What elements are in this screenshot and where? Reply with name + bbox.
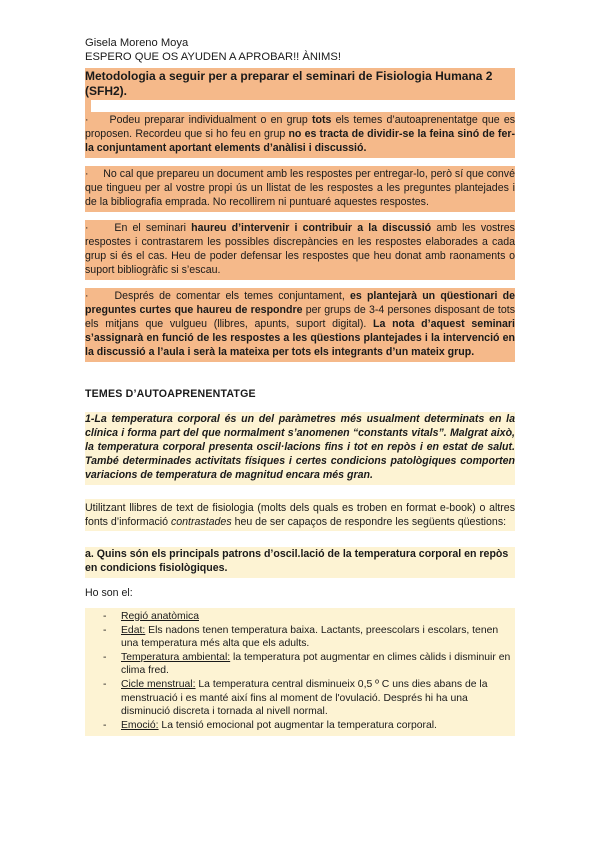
intro-text: Utilitzant llibres de text de fisiologia (molts dels quals es troben en format e-book) o altres fonts d’informació (85, 502, 515, 528)
answer-lead: Ho son el: (85, 587, 133, 599)
paragraph-4 (85, 288, 515, 362)
paragraph-text: amb les vostres respostes i contrastarem les possibles discrepàncies en les respostes elaborades a cada grup si és el cas. Heu de poder defensar les respostes que heu donat amb raonaments o suport bibliogràfic si s’escau. (85, 222, 515, 276)
list-dash: - (103, 651, 107, 663)
author-name: Gisela Moreno Moya (85, 37, 189, 49)
paragraph-bold: tots (312, 114, 332, 126)
paragraph-bold: La nota d’aquest seminari s’assignarà en funció de les respostes a les qüestions plantejades i la intervenció en la discussió a l’aula i serà la mateixa per tots els integrants d’un mateix grup. (85, 318, 515, 358)
paragraph-text: els temes d’autoaprenentatge que es proposen. Recordeu que si ho feu en grup (85, 114, 516, 140)
list-item (85, 610, 515, 624)
list-dash: - (103, 678, 107, 690)
paragraph-1 (85, 112, 515, 158)
list-item-text: la temperatura pot augmentar en climes càlids i disminuir en clima fred. (121, 651, 511, 677)
bullet: · (85, 168, 89, 180)
paragraph-bold: es plantejarà un qüestionari de preguntes curtes que haureu de respondre (85, 290, 515, 316)
highlight-spacer (85, 100, 91, 112)
document-page (85, 36, 515, 736)
greeting-line: ESPERO QUE OS AYUDEN A APROBAR!! ÀNIMS! (85, 51, 341, 63)
paragraph-text: No cal que prepareu un document amb les respostes per entregar-lo, però sí que convé que tingueu per al vostre propi ús un llistat de les respostes a les preguntes plantejades i de la bibliografia emprada. No recollirem ni puntuaré aquestes respostes. (85, 168, 515, 208)
answer-list (85, 608, 515, 736)
bullet: · (85, 114, 89, 126)
intro-text: heu de ser capaços de respondre les següents qüestions: (231, 516, 507, 528)
list-item (85, 719, 515, 733)
list-item (85, 651, 515, 678)
subquestion-a: a. Quins són els principals patrons d’oscil.lació de la temperatura corporal en repòs en condicions fisiològiques. (85, 547, 515, 578)
list-item (85, 678, 515, 719)
paragraph-text: Podeu preparar individualment o en grup (109, 114, 313, 126)
list-item-text: La temperatura central disminueix 0,5 º C uns dies abans de la menstruació i es manté així fins al moment de l'ovulació. Després hi ha una disminució discreta i tornada al nivell normal. (121, 678, 488, 718)
list-item (85, 624, 515, 651)
list-item-label: Edat: (121, 624, 146, 636)
list-item-label: Cicle menstrual: (121, 678, 196, 690)
paragraph-3 (85, 220, 515, 280)
bullet: · (85, 290, 89, 302)
list-item-label: Regió anatòmica (121, 611, 199, 622)
question-1: 1-La temperatura corporal és un del paràmetres més usualment determinats en la clínica i forma part del que normalment s’anomenen “constants vitals”. Malgrat això, la temperatura corporal presenta oscil·lacions fins i tot en repòs i en estat de salut. També determinades activitats físiques i certes condicions patològiques comporten variacions de temperatura de magnitud encara més gran. (85, 412, 515, 485)
paragraph-bold: no es tracta de dividir-se la feina sinó de fer-la conjuntament aportant elements d’anàlisi i discussió. (85, 128, 515, 154)
question-intro (85, 499, 515, 531)
paragraph-2 (85, 166, 515, 212)
list-dash: - (103, 624, 107, 636)
list-dash: - (103, 611, 107, 622)
bullet: · (85, 222, 89, 234)
list-item-label: Emoció: (121, 719, 159, 731)
paragraph-bold: haureu d’intervenir i contribuir a la discussió (191, 222, 432, 234)
paragraph-text: En el seminari (114, 222, 192, 234)
document-title: Metodologia a seguir per a preparar el seminari de Fisiologia Humana 2 (SFH2). (85, 68, 515, 100)
section-title: TEMES D’AUTOAPRENENTATGE (85, 388, 256, 400)
list-item-label: Temperatura ambiental: (121, 651, 231, 663)
intro-emphasis: contrastades (170, 516, 232, 528)
list-dash: - (103, 719, 107, 731)
list-item-text: Els nadons tenen temperatura baixa. Lactants, preescolars i escolars, tenen una temperatura més alta que els adults. (121, 624, 499, 650)
list-item-text: La tensió emocional pot augmentar la temperatura corporal. (158, 719, 437, 731)
paragraph-text: Després de comentar els temes conjuntament, (114, 290, 350, 302)
paragraph-text: per grups de 3-4 persones disposant de tots els mitjans que vulgueu (llibres, apunts, suport digital). (85, 304, 515, 330)
